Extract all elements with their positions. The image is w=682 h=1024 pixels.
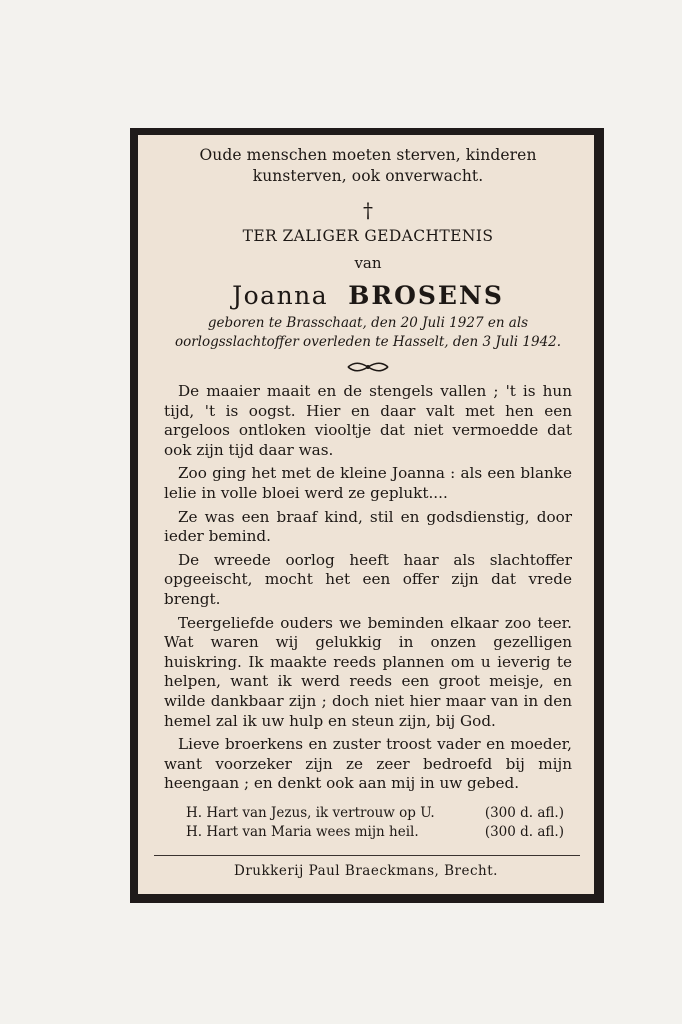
- birth-line-2: oorlogsslachtoffer overleden te Hasselt, den 3 Juli 1942.: [174, 334, 562, 350]
- printer-credit: Drukkerij Paul Braeckmans, Brecht.: [234, 863, 498, 879]
- prayers: [164, 804, 572, 842]
- body-text: [164, 382, 572, 794]
- motto: Oude menschen moeten sterven, kinderen kunsterven, ook onverwacht.: [199, 146, 537, 185]
- divider: [154, 855, 580, 856]
- birth-details: [164, 314, 572, 352]
- prayer-indulgence: (300 d. afl.): [484, 804, 564, 821]
- prayer-line: [164, 804, 572, 823]
- card-content: [138, 135, 594, 894]
- paragraph: De maaier maait en de stengels vallen ; 't is hun tijd, 't is oogst. Hier en daar valt met hen een argeloos ontloken viooltje dat niet vermoedde dat ook zijn tijd daar was.: [164, 382, 572, 459]
- paragraph: Lieve broerkens en zuster troost vader en moeder, want voorzeker zijn ze zeer bedroefd bij mijn heengaan ; en denkt ook aan mij in uw gebed.: [164, 735, 572, 793]
- last-name: BROSENS: [348, 281, 504, 310]
- prayer-text: H. Hart van Maria wees mijn heil.: [186, 823, 419, 840]
- paragraph: De wreede oorlog heeft haar als slachtoffer opgeeischt, mocht het een offer zijn dat vrede brengt.: [164, 550, 572, 608]
- deceased-name: [164, 280, 572, 312]
- paragraph: Ze was een braaf kind, stil en godsdienstig, door ieder bemind.: [164, 507, 572, 546]
- paragraph: Zoo ging het met de kleine Joanna : als een blanke lelie in volle bloei werd ze geplukt....: [164, 464, 572, 502]
- cross-icon: †: [363, 198, 373, 222]
- paragraph: Teergeliefde ouders we beminden elkaar zoo teer. Wat waren wij gelukkig in onzen gezelligen huiskring. Ik maakte reeds plannen om u ieverig te helpen, want ik werd reeds een groot meisje, en wilde dankbaar zijn ; doch niet hier maar van in den hemel zal ik uw hulp en steun zijn, bij God.: [164, 613, 572, 730]
- ornament-icon: [164, 358, 572, 372]
- birth-line-1: geboren te Brasschaat, den 20 Juli 1927 en als: [207, 315, 529, 331]
- first-name: Joanna: [232, 281, 329, 310]
- memorial-title: TER ZALIGER GEDACHTENIS: [242, 227, 494, 245]
- van-label: van: [354, 254, 382, 272]
- prayer-indulgence: (300 d. afl.): [484, 823, 564, 840]
- prayer-text: H. Hart van Jezus, ik vertrouw op U.: [186, 804, 435, 821]
- memorial-card: [130, 128, 604, 903]
- prayer-line: [164, 823, 572, 842]
